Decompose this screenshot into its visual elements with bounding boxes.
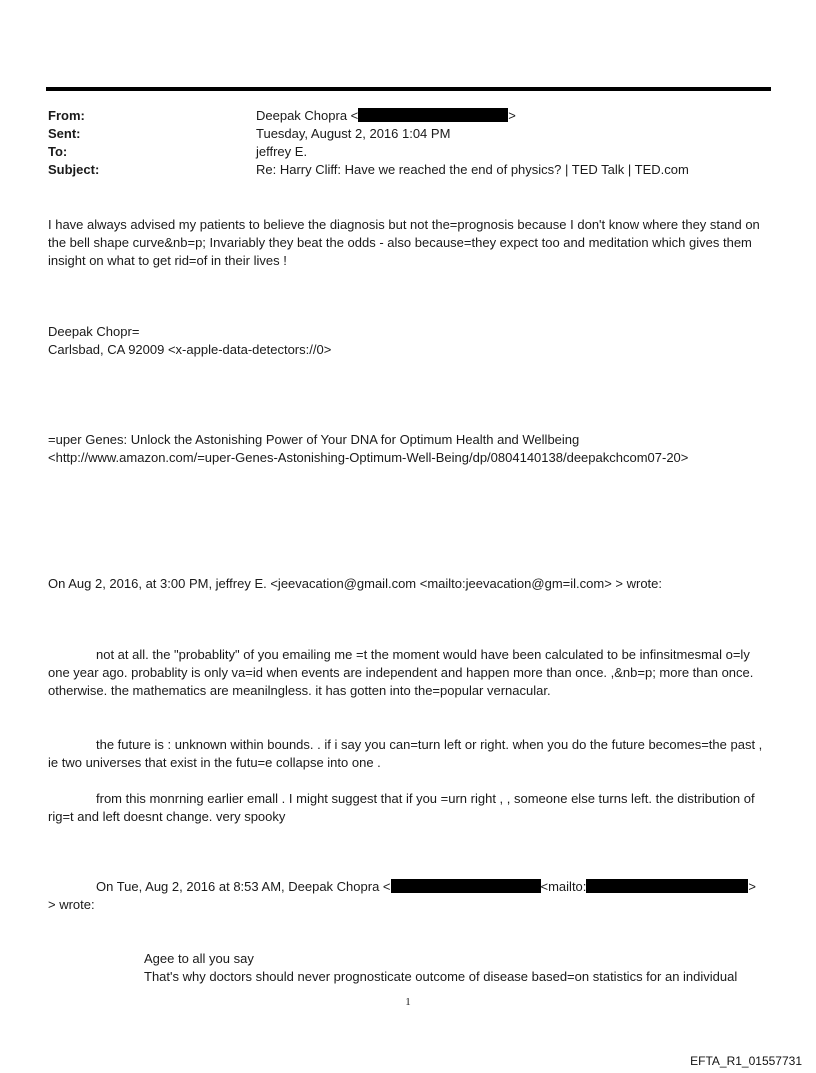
quote1-paragraph-3 [48,790,770,826]
reply-text: I have always advised my patients to believe the diagnosis but not the=prognosis because I don't know where they stand on the bell shape curve&nb=p; Invariably they beat the odds - also because=they expect too and meditation which gives them insight on what to get rid=of in their lives ! [48,217,760,268]
reply-paragraph [48,216,770,270]
to-row [48,143,768,161]
sent-value: Tuesday, August 2, 2016 1:04 PM [256,126,451,141]
redaction-box [586,879,748,893]
page-number: 1 [405,996,411,1008]
subject-value: Re: Harry Cliff: Have we reached the end of physics? | TED Talk | TED.com [256,162,689,177]
to-label: To: [48,144,68,159]
quote2-wrote: > wrote: [48,897,95,912]
book-promo [48,431,770,467]
signature [48,323,770,359]
from-tail: > [508,108,516,123]
sent-label: Sent: [48,126,81,141]
from-name: Deepak Chopra < [256,108,359,123]
from-row [48,107,768,125]
book-title: =uper Genes: Unlock the Astonishing Power of Your DNA for Optimum Health and Wellbeing [48,432,580,447]
quote2-mailto: <mailto: [540,879,587,894]
quote2-body [144,950,774,986]
quote2-header-start: On Tue, Aug 2, 2016 at 8:53 AM, Deepak Chopra < [96,879,391,894]
quote1-text-3: from this monrning earlier emall . I might suggest that if you =urn right , , someone else turns left. the distribution of rig=t and left doesnt change. very spooky [48,791,755,824]
subject-row [48,161,768,179]
redaction-box [358,108,508,122]
book-link: <http://www.amazon.com/=uper-Genes-Astonishing-Optimum-Well-Being/dp/0804140138/deepakchcom07-20> [48,450,689,465]
redaction-box [391,879,541,893]
quote2-line-2: That's why doctors should never prognosticate outcome of disease based=on statistics for an individual [144,969,738,984]
signature-location: Carlsbad, CA 92009 <x-apple-data-detectors://0> [48,342,332,357]
quote2-header-line [48,878,770,896]
from-value [256,107,516,125]
quote1-paragraph-1 [48,646,770,700]
bates-number: EFTA_R1_01557731 [690,1054,802,1068]
header-rule [46,87,771,91]
quote1-header-text: On Aug 2, 2016, at 3:00 PM, jeffrey E. <jeevacation@gmail.com <mailto:jeevacation@gm=il.com> > wrote: [48,576,662,591]
quote1-text-2: the future is : unknown within bounds. . if i say you can=turn left or right. when you do the future becomes=the past , ie two universes that exist in the futu=e collapse into one . [48,737,763,770]
quote1-header [48,575,770,593]
quote2-header [48,878,770,914]
quote1-text-1: not at all. the "probablity" of you emailing me =t the moment would have been calculated to be infinsitmesmal o=ly one year ago. probablity is only va=id when events are independent and happen more than once. ,&nb=p; more than once. otherwise. the mathematics are meanilngless. it has gotten into the=popular vernacular. [48,647,754,698]
subject-label: Subject: [48,162,100,177]
to-value: jeffrey E. [256,144,308,159]
quote1-paragraph-2 [48,736,770,772]
quote2-tail: > [748,879,756,894]
quote2-line-1: Agee to all you say [144,951,254,966]
sent-row [48,125,768,143]
from-label: From: [48,108,85,123]
signature-name: Deepak Chopr= [48,324,140,339]
